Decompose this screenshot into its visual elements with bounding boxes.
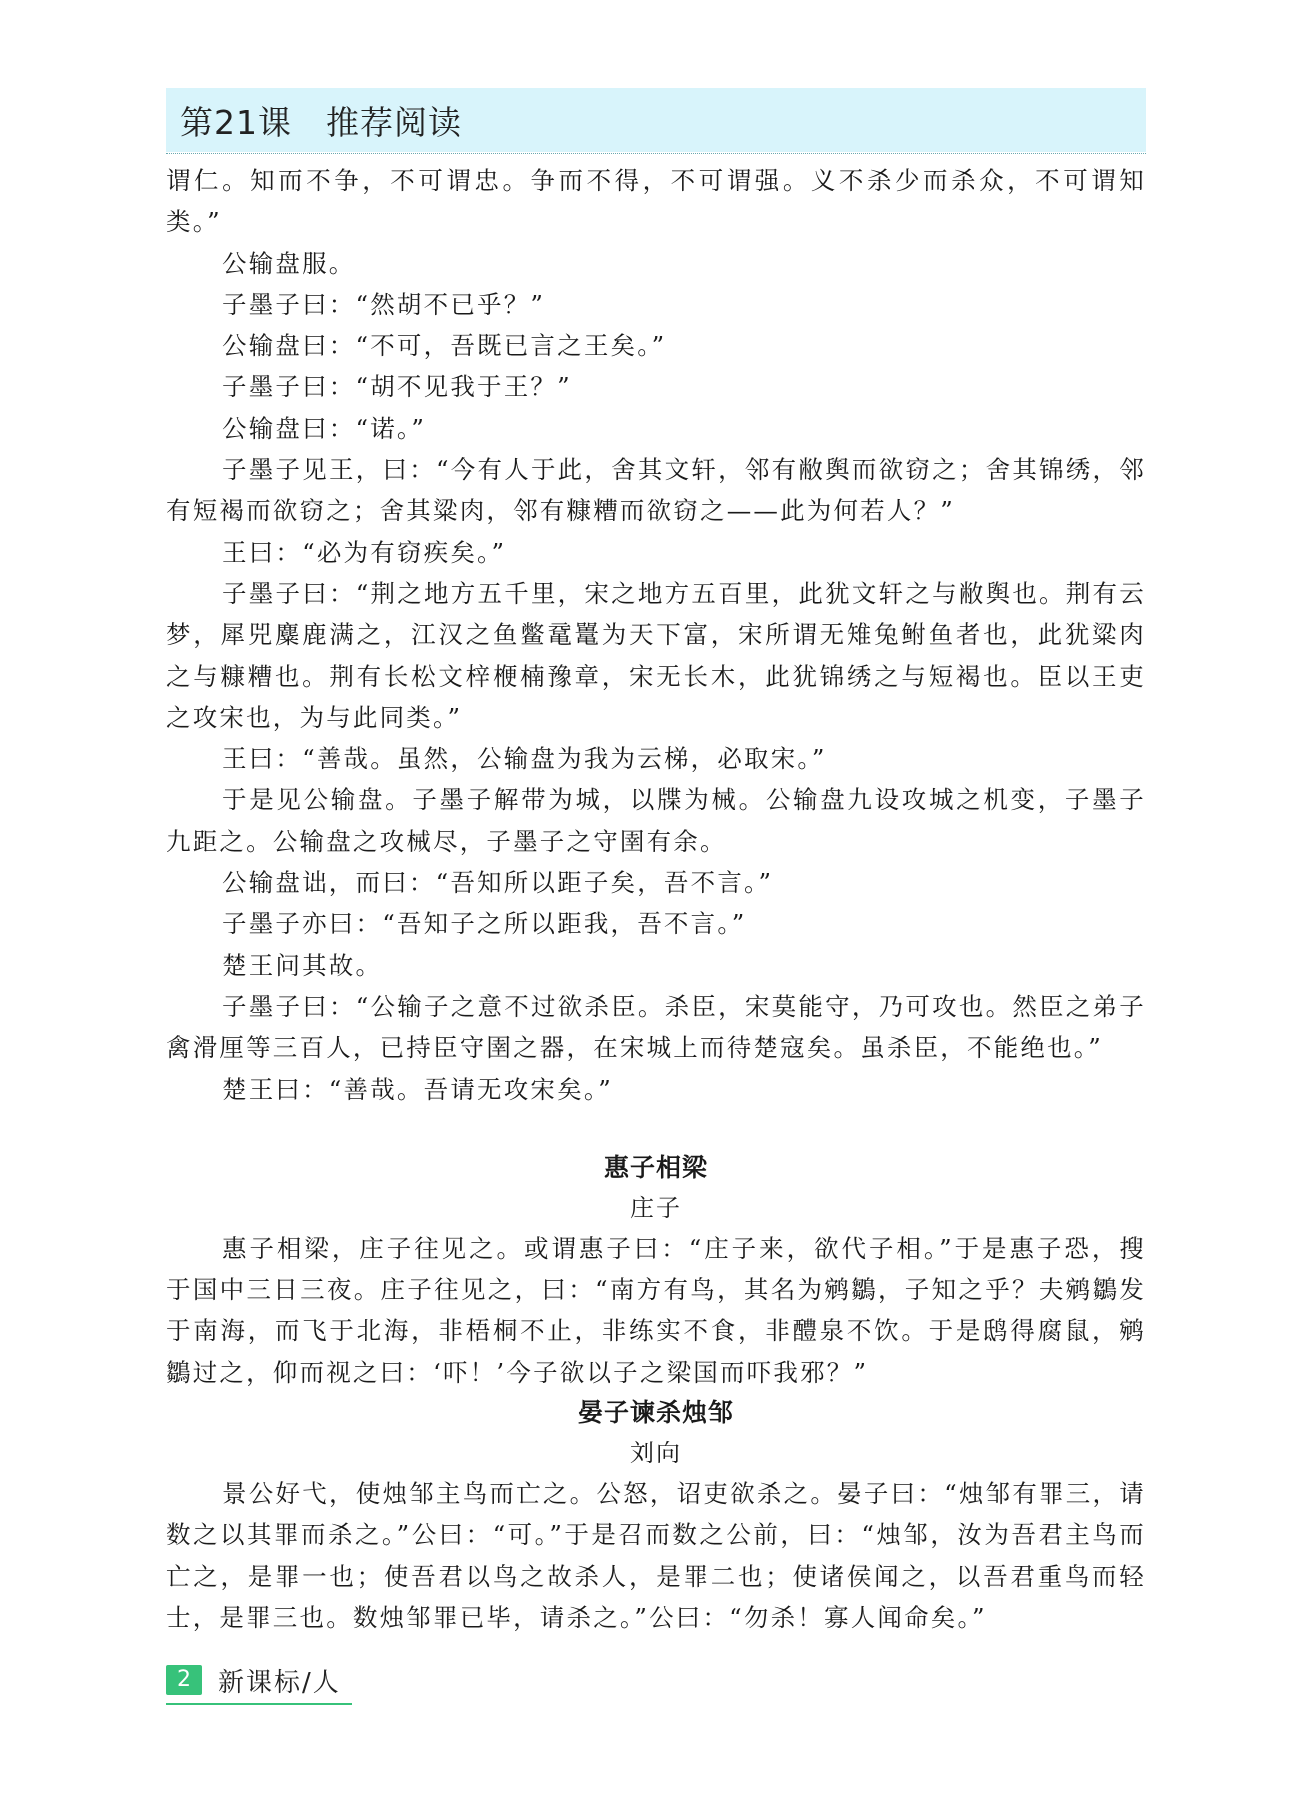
paragraph: 公输盘诎，而曰：“吾知所以距子矣，吾不言。” — [222, 868, 774, 898]
lesson-heading — [180, 97, 462, 144]
paragraph: 子墨子曰：“胡不见我于王？” — [222, 372, 572, 402]
passage2-title: 惠子相梁 — [603, 1152, 708, 1182]
paragraph: 于是见公输盘。子墨子解带为城，以牒为械。公输盘九设攻城之机变，子墨子九距之。公输盘之攻械尽，子墨子之守圉有余。 — [166, 785, 1146, 856]
footer-label: 新课标/人 — [218, 1668, 341, 1698]
paragraph: 楚王曰：“善哉。吾请无攻宋矣。” — [222, 1074, 613, 1104]
passage3-title: 晏子谏杀烛邹 — [577, 1398, 734, 1428]
paragraph: 子墨子见王，曰：“今有人于此，舍其文轩，邻有敝舆而欲窃之；舍其锦绣，邻有短褐而欲窃之；舍其粱肉，邻有糠糟而欲窃之——此为何若人？” — [166, 455, 1146, 526]
paragraph: 惠子相梁，庄子往见之。或谓惠子曰：“庄子来，欲代子相。”于是惠子恐，搜于国中三日三夜。庄子往见之，曰：“南方有鸟，其名为鹓鶵，子知之乎？夫鹓鶵发于南海，而飞于北海，非梧桐不止，非练实不食，非醴泉不饮。于是鸱得腐鼠，鹓鶵过之，仰而视之曰：‘吓！’今子欲以子之梁国而吓我邪？” — [166, 1233, 1146, 1387]
page-number: 2 — [166, 1665, 202, 1695]
passage2-author: 庄子 — [630, 1193, 682, 1222]
paragraph: 景公好弋，使烛邹主鸟而亡之。公怒，诏吏欲杀之。晏子曰：“烛邹有罪三，请数之以其罪而杀之。”公曰：“可。”于是召而数之公前，曰：“烛邹，汝为吾君主鸟而亡之，是罪一也；使吾君以鸟之故杀人，是罪二也；使诸侯闻之，以吾君重鸟而轻士，是罪三也。数烛邹罪已毕，请杀之。”公曰：“勿杀！寡人闻命矣。” — [166, 1479, 1146, 1632]
lesson-title: 推荐阅读 — [326, 103, 462, 142]
lesson-number: 第21课 — [180, 103, 292, 142]
page-footer — [166, 1663, 352, 1705]
paragraph: 公输盘曰：“诺。” — [222, 413, 427, 443]
paragraph: 王曰：“善哉。虽然，公输盘为我为云梯，必取宋。” — [222, 744, 827, 774]
paragraph: 公输盘曰：“不可，吾既已言之王矣。” — [222, 331, 667, 361]
header-divider — [166, 153, 1146, 154]
paragraph: 王曰：“必为有窃疾矣。” — [222, 537, 507, 567]
paragraph: 子墨子曰：“然胡不已乎？” — [222, 289, 546, 319]
lesson-header — [166, 88, 1146, 152]
page-content — [166, 160, 1146, 1638]
paragraph: 子墨子曰：“公输子之意不过欲杀臣。杀臣，宋莫能守，乃可攻也。然臣之弟子禽滑厘等三百人，已持臣守圉之器，在宋城上而待楚寇矣。虽杀臣，不能绝也。” — [166, 991, 1146, 1063]
paragraph: 子墨子亦曰：“吾知子之所以距我，吾不言。” — [222, 909, 747, 939]
passage3-author: 刘向 — [630, 1439, 682, 1468]
passage1-continuation: 谓仁。知而不争，不可谓忠。争而不得，不可谓强。义不杀少而杀众，不可谓知类。” — [166, 166, 1146, 237]
paragraph: 子墨子曰：“荆之地方五千里，宋之地方五百里，此犹文轩之与敝舆也。荆有云梦，犀兕麋鹿满之，江汉之鱼鳖鼋鼍为天下富，宋所谓无雉兔鲋鱼者也，此犹粱肉之与糠糟也。荆有长松文梓楩楠豫章，宋无长木，此犹锦绣之与短褐也。臣以王吏之攻宋也，为与此同类。” — [166, 578, 1146, 732]
paragraph: 楚王问其故。 — [222, 950, 383, 980]
passage1-body — [166, 243, 1146, 1110]
section-spacer — [166, 1110, 1146, 1148]
paragraph: 公输盘服。 — [222, 248, 356, 278]
